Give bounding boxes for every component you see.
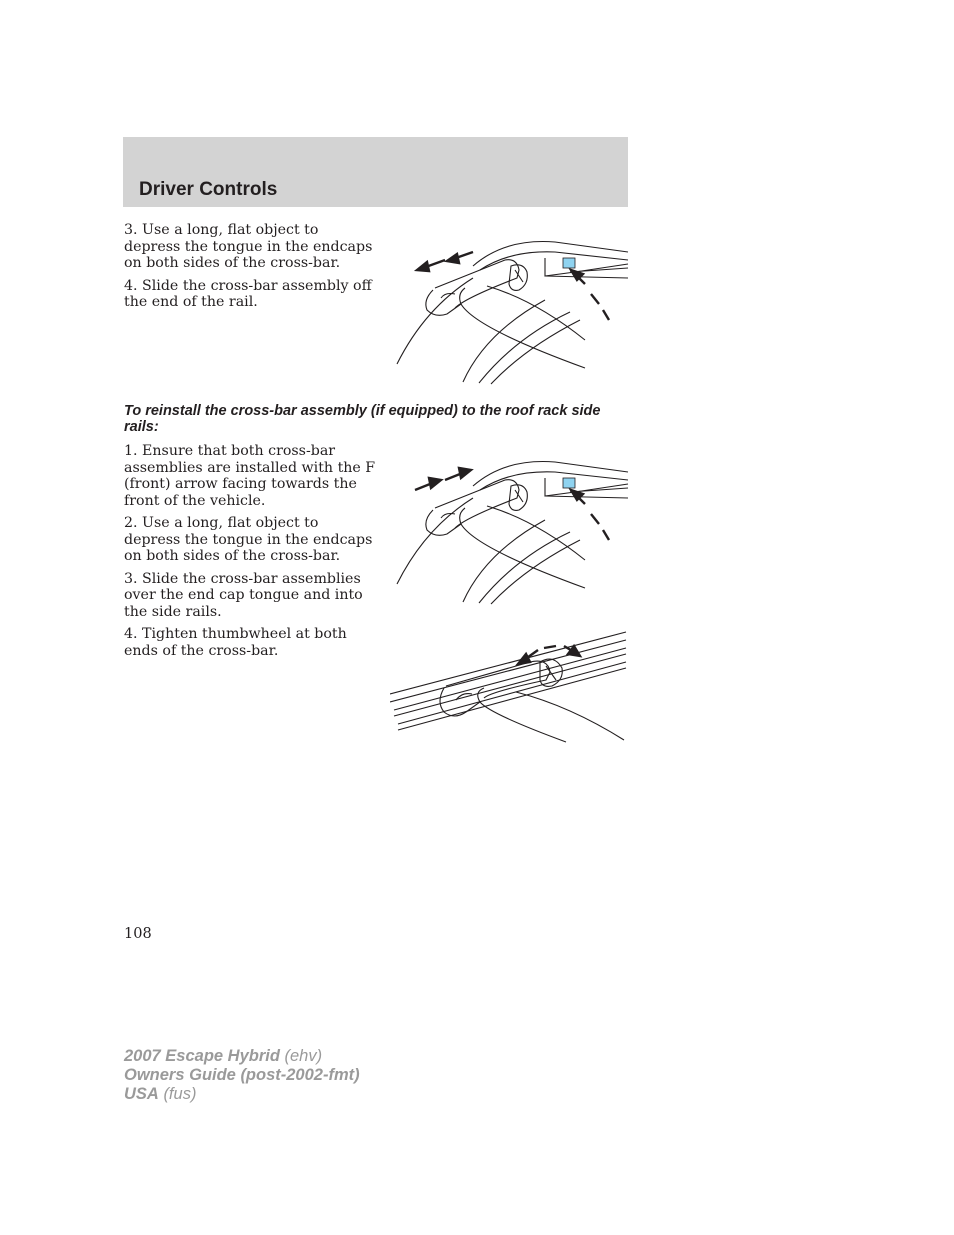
footer-line-3	[124, 1085, 360, 1104]
footer-line-2	[124, 1066, 360, 1085]
footer-model: 2007 Escape Hybrid	[124, 1047, 280, 1065]
reinstall-step-1: 1. Ensure that both cross-bar assemblies are installed with the F (front) arrow facing towards the front of the vehicle.	[124, 443, 376, 509]
footer-line-1	[124, 1047, 360, 1066]
footer-guide: Owners Guide (post-2002-fmt)	[124, 1066, 360, 1084]
page-number: 108	[124, 926, 152, 942]
section-header	[123, 137, 628, 207]
removal-step-4: 4. Slide the cross-bar assembly off the end of the rail.	[124, 277, 372, 310]
reinstall-heading: To reinstall the cross-bar assembly (if equipped) to the roof rack side rails:	[124, 403, 601, 435]
reinstall-step-3: 3. Slide the cross-bar assemblies over the end cap tongue and into the side rails.	[124, 570, 363, 620]
reinstall-steps	[124, 443, 376, 665]
removal-step-3: 3. Use a long, flat object to depress the tongue in the endcaps on both sides of the cross-bar.	[124, 222, 373, 271]
footer-model-code: (ehv)	[284, 1047, 323, 1065]
removal-steps	[124, 222, 376, 317]
thumbwheel-tighten-illustration	[390, 628, 630, 744]
crossbar-removal-illustration	[395, 238, 630, 386]
reinstall-step-4: 4. Tighten thumbwheel at both ends of the cross-bar.	[124, 626, 347, 659]
section-title: Driver Controls	[139, 179, 278, 200]
footer-market: USA	[124, 1085, 159, 1103]
document-footer	[124, 1047, 360, 1104]
reinstall-step-2: 2. Use a long, flat object to depress the tongue in the endcaps on both sides of the cross-bar.	[124, 515, 373, 564]
footer-market-code: (fus)	[163, 1085, 197, 1103]
crossbar-install-illustration	[395, 458, 630, 606]
